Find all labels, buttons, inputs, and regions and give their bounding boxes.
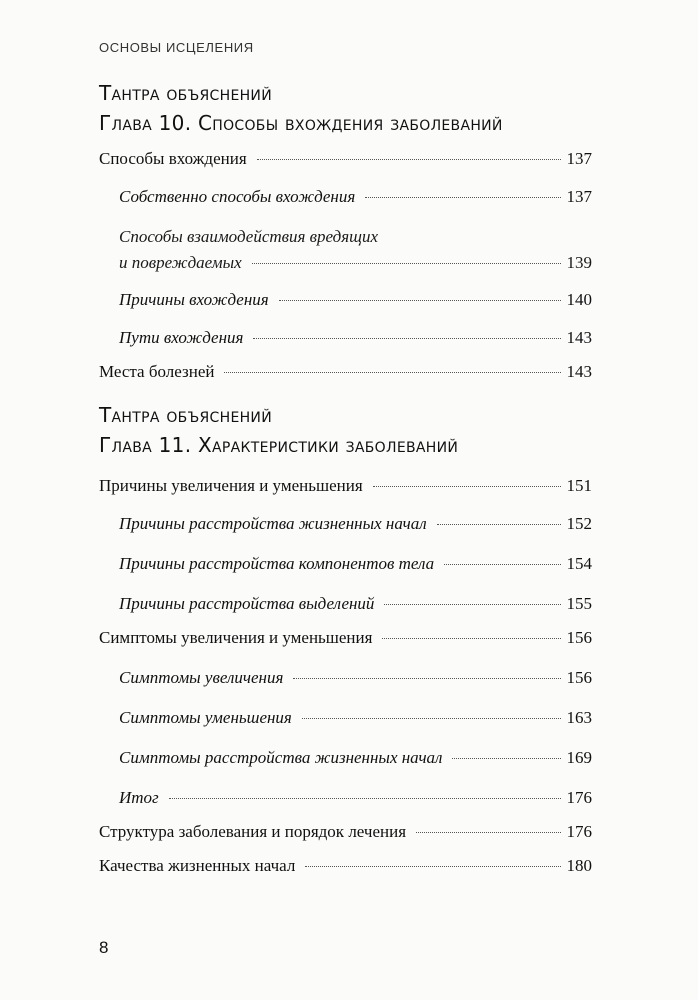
toc-page: 151 (566, 476, 592, 495)
toc-entry[interactable] (119, 328, 592, 348)
toc-page: 139 (566, 253, 592, 272)
toc-page: 143 (566, 328, 592, 347)
dot-leader (452, 758, 560, 759)
dot-leader (252, 263, 561, 264)
toc-label: Симптомы увеличения (119, 668, 284, 687)
dot-leader (416, 832, 560, 833)
dot-leader (169, 798, 561, 799)
toc-page: 137 (566, 187, 592, 206)
toc-page: 152 (566, 514, 592, 533)
toc-entry[interactable] (99, 362, 592, 382)
toc-label: Причины расстройства компонентов тела (119, 554, 435, 573)
dot-leader (444, 564, 560, 565)
dot-leader (279, 300, 561, 301)
chapter-10-title: Глава 10. Способы вхождения заболеваний (99, 111, 503, 135)
toc-label: Собственно способы вхождения (119, 187, 356, 206)
toc-entry[interactable] (99, 628, 592, 648)
toc-label: Симптомы увеличения и уменьшения (99, 628, 373, 647)
toc-label: Причины расстройства выделений (119, 594, 375, 613)
toc-page: 154 (566, 554, 592, 573)
toc-page: 140 (566, 290, 592, 309)
dot-leader (302, 718, 561, 719)
chapter-11-title: Глава 11. Характеристики заболеваний (99, 433, 459, 457)
chapter-11-tantra: Тантра объяснений (99, 403, 272, 427)
toc-entry[interactable] (119, 290, 592, 310)
toc-label-line1: Способы взаимодействия вредящих (119, 227, 379, 246)
dot-leader (382, 638, 560, 639)
toc-label-line2: и повреждаемых (119, 253, 242, 272)
toc-page: 155 (566, 594, 592, 613)
toc-entry[interactable] (119, 594, 592, 614)
toc-page: 163 (566, 708, 592, 727)
chapter-11-heading (99, 400, 458, 460)
running-head: ОСНОВЫ ИСЦЕЛЕНИЯ (99, 40, 254, 55)
dot-leader (365, 197, 560, 198)
toc-label: Места болезней (99, 362, 215, 381)
toc-page: 143 (566, 362, 592, 381)
toc-label: Симптомы уменьшения (119, 708, 292, 727)
toc-label: Способы вхождения (99, 149, 247, 168)
toc-entry[interactable] (119, 708, 592, 728)
toc-page: 137 (566, 149, 592, 168)
dot-leader (253, 338, 560, 339)
toc-entry[interactable] (119, 554, 592, 574)
toc-label: Причины вхождения (119, 290, 269, 309)
dot-leader (224, 372, 560, 373)
toc-entry[interactable] (119, 227, 592, 273)
toc-entry[interactable] (119, 514, 592, 534)
toc-page: 176 (566, 788, 592, 807)
dot-leader (437, 524, 561, 525)
toc-label: Причины увеличения и уменьшения (99, 476, 363, 495)
dot-leader (305, 866, 560, 867)
toc-label: Итог (119, 788, 159, 807)
dot-leader (257, 159, 561, 160)
toc-label: Структура заболевания и порядок лечения (99, 822, 407, 841)
toc-page: 169 (566, 748, 592, 767)
toc-page: 176 (566, 822, 592, 841)
toc-label: Причины расстройства жизненных начал (119, 514, 427, 533)
toc-entry[interactable] (119, 187, 592, 207)
toc-label: Симптомы расстройства жизненных начал (119, 748, 443, 767)
toc-page: 156 (566, 668, 592, 687)
toc-label: Пути вхождения (119, 328, 244, 347)
dot-leader (384, 604, 560, 605)
toc-entry[interactable] (99, 476, 592, 496)
toc-entry[interactable] (119, 788, 592, 808)
page-number: 8 (99, 938, 109, 957)
chapter-10-tantra: Тантра объяснений (99, 81, 272, 105)
toc-entry[interactable] (99, 822, 592, 842)
toc-page: 180 (566, 856, 592, 875)
chapter-10-heading (99, 78, 503, 138)
toc-page: 156 (566, 628, 592, 647)
toc-label: Качества жизненных начал (99, 856, 296, 875)
toc-entry[interactable] (119, 668, 592, 688)
toc-entry[interactable] (99, 149, 592, 169)
dot-leader (293, 678, 560, 679)
toc-entry[interactable] (99, 856, 592, 876)
dot-leader (373, 486, 561, 487)
toc-entry[interactable] (119, 748, 592, 768)
